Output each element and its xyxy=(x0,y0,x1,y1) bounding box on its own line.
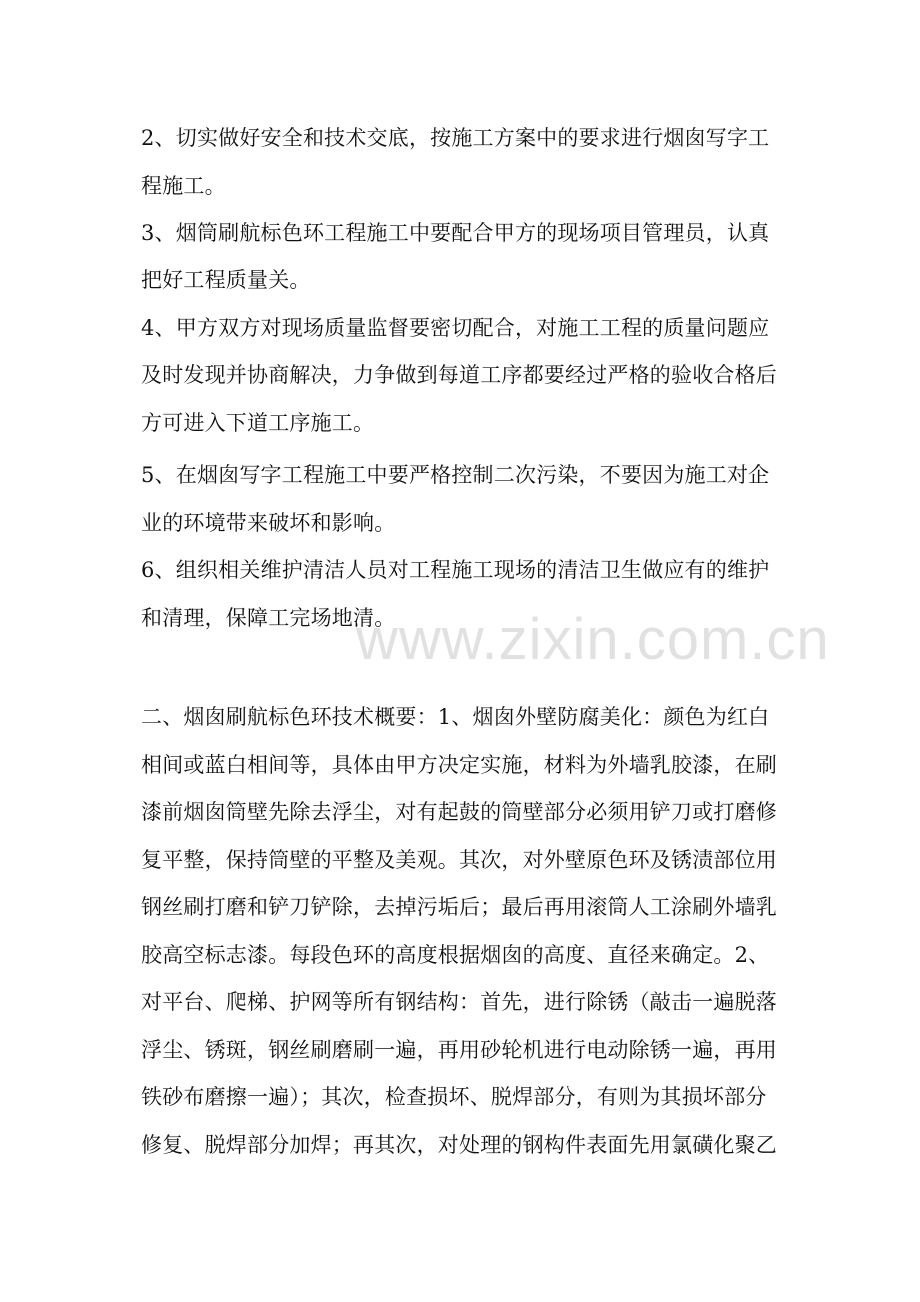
text-line: 钢丝刷打磨和铲刀铲除，去掉污垢后；最后再用滚筒人工涂刷外墙乳 xyxy=(141,895,777,919)
text-line: 浮尘、锈斑，钢丝刷磨刷一遍，再用砂轮机进行电动除锈一遍，再用 xyxy=(141,1038,777,1062)
text-line: 及时发现并协商解决，力争做到每道工序都要经过严格的验收合格后 xyxy=(141,363,777,387)
text-line: 6、组织相关维护清洁人员对工程施工现场的清洁卫生做应有的维护 xyxy=(141,558,770,582)
text-line: 漆前烟囱筒壁先除去浮尘，对有起鼓的筒壁部分必须用铲刀或打磨修 xyxy=(141,800,777,824)
text-line: 修复、脱焊部分加焊；再其次，对处理的钢构件表面先用氯磺化聚乙 xyxy=(141,1133,777,1157)
text-line: 和清理，保障工完场地清。 xyxy=(141,606,396,630)
text-line: 铁砂布磨擦一遍）；其次，检查损坏、脱焊部分，有则为其损坏部分 xyxy=(141,1085,767,1109)
text-line: 胶高空标志漆。每段色环的高度根据烟囱的高度、直径来确定。2、 xyxy=(141,943,770,967)
text-line: 程施工。 xyxy=(141,174,226,198)
text-line: 复平整，保持筒壁的平整及美观。其次，对外壁原色环及锈渍部位用 xyxy=(141,848,777,872)
text-line: 2、切实做好安全和技术交底，按施工方案中的要求进行烟囱写字工 xyxy=(141,126,770,150)
text-line: 相间或蓝白相间等，具体由甲方决定实施，材料为外墙乳胶漆，在刷 xyxy=(141,753,777,777)
text-line: 4、甲方双方对现场质量监督要密切配合，对施工工程的质量问题应 xyxy=(141,316,770,340)
text-line: 方可进入下道工序施工。 xyxy=(141,411,375,435)
text-line: 3、烟筒刷航标色环工程施工中要配合甲方的现场项目管理员，认真 xyxy=(141,221,770,245)
text-line: 5、在烟囱写字工程施工中要严格控制二次污染，不要因为施工对企 xyxy=(141,463,770,487)
text-line: 业的环境带来破坏和影响。 xyxy=(141,511,396,535)
text-line: 对平台、爬梯、护网等所有钢结构：首先，进行除锈（敲击一遍脱落 xyxy=(141,990,777,1014)
text-line: 把好工程质量关。 xyxy=(141,268,311,292)
text-line: 二、烟囱刷航标色环技术概要：1、烟囱外壁防腐美化：颜色为红白 xyxy=(141,705,770,729)
watermark: www.zixin.com.cn xyxy=(356,607,830,672)
